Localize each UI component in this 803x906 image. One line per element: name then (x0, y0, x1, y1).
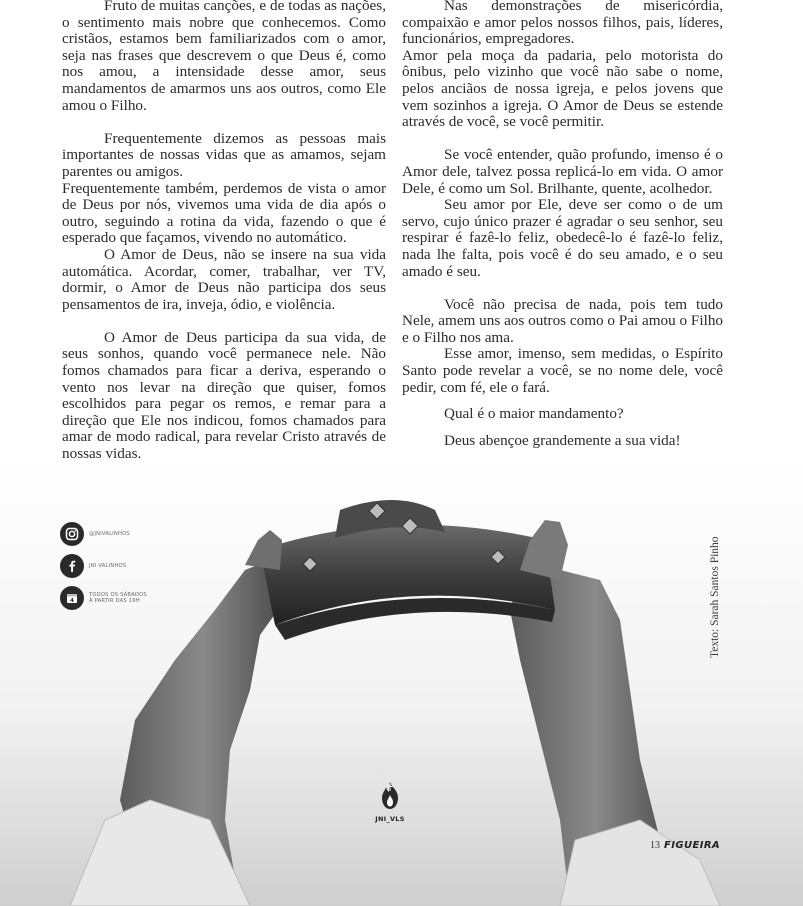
page-number: 13 (650, 840, 660, 851)
right-paragraph-8: Deus abençoe grandemente a sua vida! (444, 431, 681, 449)
facebook-link[interactable] (60, 554, 169, 578)
instagram-link[interactable] (60, 522, 169, 546)
jni-logo (370, 781, 410, 823)
right-paragraph-5: Você não precisa de nada, pois tem tudo Nele, amem uns aos outros como o Pai amou o Filho e o Filho nos ama. (402, 295, 724, 346)
left-paragraph-3: Frequentemente também, perdemos de vista o amor de Deus por nós, vivemos uma vida de dia após o outro, seguindo a rotina da vida, fazendo o que é esperado que façamos, vivendo no automático. (62, 179, 386, 247)
left-text-column (62, 0, 386, 463)
author-credit: Texto: Sarah Santos Pinho (709, 536, 721, 658)
instagram-icon (60, 522, 84, 546)
left-paragraph-4: O Amor de Deus, não se insere na sua vida automática. Acordar, comer, trabalhar, ver TV, dormir, o Amor de Deus não participa dos seus pensamentos de ira, inveja, ódio, e violência. (62, 245, 386, 313)
page-footer (650, 840, 720, 851)
facebook-icon (60, 554, 84, 578)
schedule-line-1: TODOS OS SÁBADOS (89, 591, 147, 598)
calendar-icon (60, 586, 84, 610)
right-text-column (402, 0, 723, 449)
right-paragraph-6: Esse amor, imenso, sem medidas, o Espírito Santo pode revelar a você, se no nome dele, você pedir, com fé, ele o fará. (402, 345, 723, 396)
flame-icon (377, 781, 403, 811)
left-paragraph-5: O Amor de Deus participa da sua vida, de seus sonhos, quando você permanece nele. Não fomos chamados para ficar a deriva, esperando o vento nos levar na direção que quiser, fomos escolhidos para pegar os remos, e remar para a direção que Ele nos indicou, fomos chamados para amar de modo radical, para revelar Cristo através de nossas vidas. (62, 328, 386, 463)
right-paragraph-7: Qual é o maior mandamento? (444, 405, 624, 423)
right-paragraph-3: Se você entender, quão profundo, imenso é o Amor dele, talvez possa replicá-lo em vida. O amor Dele, é como um Sol. Brilhante, quente, acolhedor. (402, 146, 723, 197)
logo-tag: JNI_VLS (375, 815, 405, 823)
social-links (60, 522, 169, 618)
schedule-info (60, 586, 169, 610)
facebook-handle: JNI VALINHOS (89, 562, 127, 569)
right-paragraph-4: Seu amor por Ele, deve ser como o de um servo, cujo único prazer é agradar o seu senhor, seu respirar é fazê-lo feliz, obedecê-lo é fazê-lo feliz, nada lhe falta, pois você é do seu amado, e o seu amado é seu. (402, 196, 723, 280)
right-paragraph-1: Nas demonstrações de misericórdia, compaixão e amor pelos nossos filhos, pais, líderes, funcionários, empregadores. (402, 0, 723, 48)
magazine-name: FIGUEIRA (664, 840, 721, 851)
schedule-text (89, 592, 169, 605)
instagram-handle: @JNIVALINHOS (89, 530, 130, 537)
right-paragraph-2: Amor pela moça da padaria, pelo motorista do ônibus, pelo vizinho que você não sabe o nome, pelos anciãos de nossa igreja, e pelos jovens que vem sozinhos a igreja. O Amor de Deus se estende através de você, se você permitir. (402, 46, 723, 131)
left-paragraph-2: Frequentemente dizemos as pessoas mais importantes de nossas vidas que as amamos, sejam parentes ou amigos. (62, 129, 386, 180)
schedule-line-2: À PARTIR DAS 19H (89, 598, 140, 604)
left-paragraph-1: Fruto de muitas canções, e de todas as nações, o sentimento mais nobre que conhecemos. Como cristãos, estamos bem familiarizados com o amor, seja nas frases que descrevem o que Deus é, como nos amou, a intensidade desse amor, seus mandamentos de amarmos uns aos outros, como Ele amou o Filho. (62, 0, 386, 114)
calendar-day: 4 (70, 598, 74, 604)
